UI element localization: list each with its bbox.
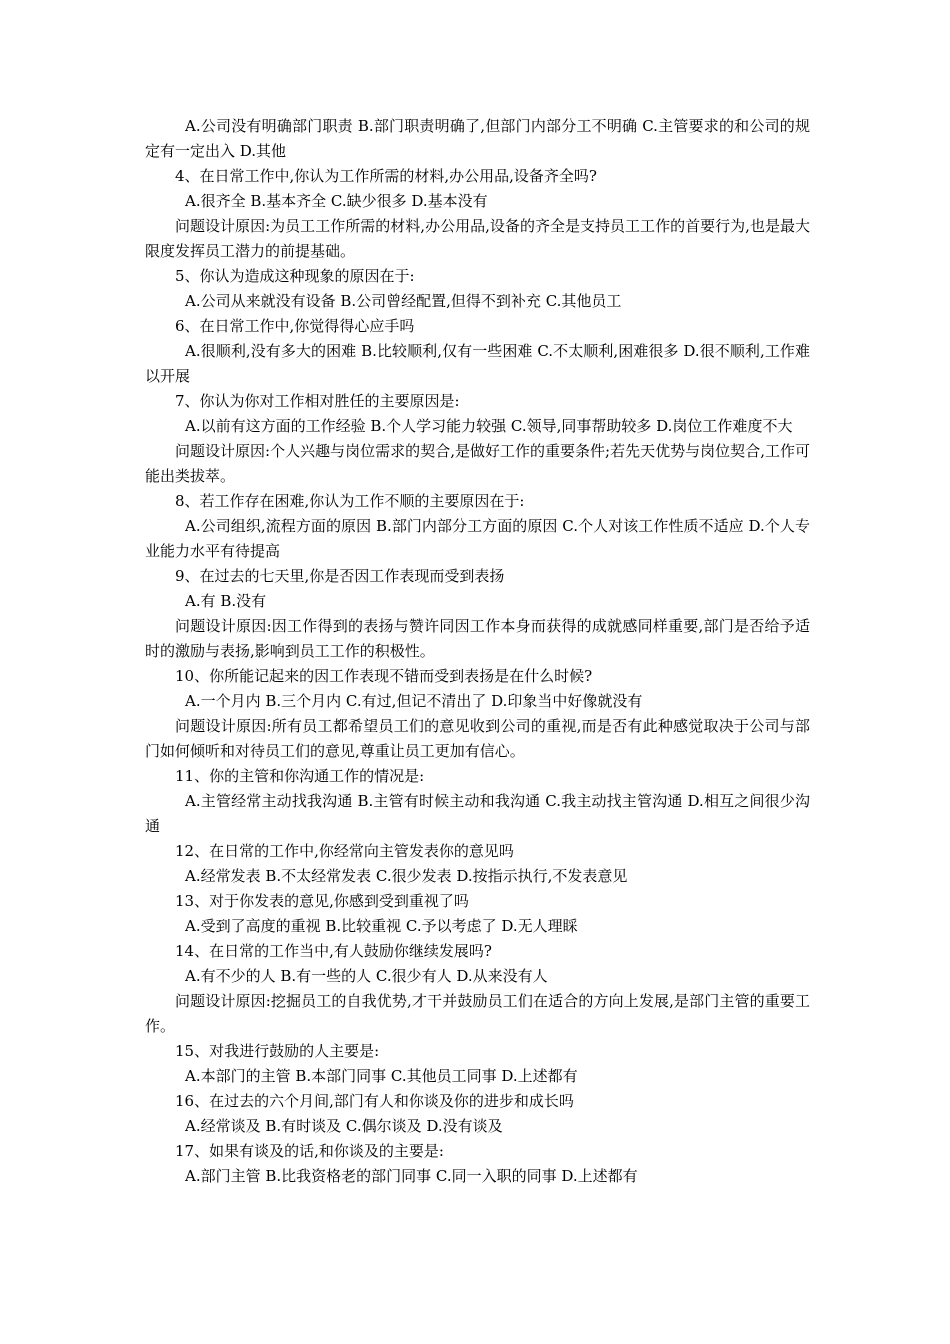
question-11: 11、你的主管和你沟通工作的情况是: <box>175 767 425 785</box>
question-15: 15、对我进行鼓励的人主要是: <box>175 1042 380 1060</box>
question-14: 14、在日常的工作当中,有人鼓励你继续发展吗? <box>175 942 492 960</box>
question-17: 17、如果有谈及的话,和你谈及的主要是: <box>175 1142 444 1160</box>
question-5: 5、你认为造成这种现象的原因在于: <box>175 267 415 285</box>
answer-options: A.一个月内 B.三个月内 C.有过,但记不清出了 D.印象当中好像就没有 <box>185 692 643 710</box>
design-reason: 问题设计原因:因工作得到的表扬与赞许同因工作本身而获得的成就感同样重要,部门是否给予适时的激励与表扬,影响到员工工作的积极性。 <box>145 617 810 660</box>
answer-options: A.公司没有明确部门职责 B.部门职责明确了,但部门内部分工不明确 C.主管要求的和公司的规定有一定出入 D.其他 <box>145 117 810 160</box>
answer-options: A.公司从来就没有设备 B.公司曾经配置,但得不到补充 C.其他员工 <box>185 292 622 310</box>
question-12: 12、在日常的工作中,你经常向主管发表你的意见吗 <box>175 842 514 860</box>
answer-options: A.受到了高度的重视 B.比较重视 C.予以考虑了 D.无人理睬 <box>185 917 578 935</box>
question-10: 10、你所能记起来的因工作表现不错而受到表扬是在什么时候? <box>175 667 593 685</box>
answer-options: A.有 B.没有 <box>185 592 267 610</box>
answer-options: A.很顺利,没有多大的困难 B.比较顺利,仅有一些困难 C.不太顺利,困难很多 D.很不顺利,工作难以开展 <box>145 342 810 385</box>
document-page <box>145 114 810 1189</box>
answer-options: A.主管经常主动找我沟通 B.主管有时候主动和我沟通 C.我主动找主管沟通 D.相互之间很少沟通 <box>145 792 810 835</box>
question-9: 9、在过去的七天里,你是否因工作表现而受到表扬 <box>175 567 505 585</box>
design-reason: 问题设计原因:挖掘员工的自我优势,才干并鼓励员工们在适合的方向上发展,是部门主管的重要工作。 <box>145 992 810 1035</box>
answer-options: A.很齐全 B.基本齐全 C.缺少很多 D.基本没有 <box>185 192 488 210</box>
question-13: 13、对于你发表的意见,你感到受到重视了吗 <box>175 892 469 910</box>
answer-options: A.经常发表 B.不太经常发表 C.很少发表 D.按指示执行,不发表意见 <box>185 867 628 885</box>
answer-options: A.本部门的主管 B.本部门同事 C.其他员工同事 D.上述都有 <box>185 1067 578 1085</box>
design-reason: 问题设计原因:为员工工作所需的材料,办公用品,设备的齐全是支持员工工作的首要行为,也是最大限度发挥员工潜力的前提基础。 <box>145 217 810 260</box>
question-8: 8、若工作存在困难,你认为工作不顺的主要原因在于: <box>175 492 525 510</box>
design-reason: 问题设计原因:个人兴趣与岗位需求的契合,是做好工作的重要条件;若先天优势与岗位契合,工作可能出类拔萃。 <box>145 442 810 485</box>
question-7: 7、你认为你对工作相对胜任的主要原因是: <box>175 392 460 410</box>
answer-options: A.经常谈及 B.有时谈及 C.偶尔谈及 D.没有谈及 <box>185 1117 503 1135</box>
question-16: 16、在过去的六个月间,部门有人和你谈及你的进步和成长吗 <box>175 1092 574 1110</box>
answer-options: A.公司组织,流程方面的原因 B.部门内部分工方面的原因 C.个人对该工作性质不适应 D.个人专业能力水平有待提高 <box>145 517 810 560</box>
answer-options: A.部门主管 B.比我资格老的部门同事 C.同一入职的同事 D.上述都有 <box>185 1167 638 1185</box>
answer-options: A.有不少的人 B.有一些的人 C.很少有人 D.从来没有人 <box>185 967 548 985</box>
question-4: 4、在日常工作中,你认为工作所需的材料,办公用品,设备齐全吗? <box>175 167 597 185</box>
question-6: 6、在日常工作中,你觉得得心应手吗 <box>175 317 415 335</box>
answer-options: A.以前有这方面的工作经验 B.个人学习能力较强 C.领导,同事帮助较多 D.岗位工作难度不大 <box>185 417 793 435</box>
design-reason: 问题设计原因:所有员工都希望员工们的意见收到公司的重视,而是否有此种感觉取决于公司与部门如何倾听和对待员工们的意见,尊重让员工更加有信心。 <box>145 717 810 760</box>
